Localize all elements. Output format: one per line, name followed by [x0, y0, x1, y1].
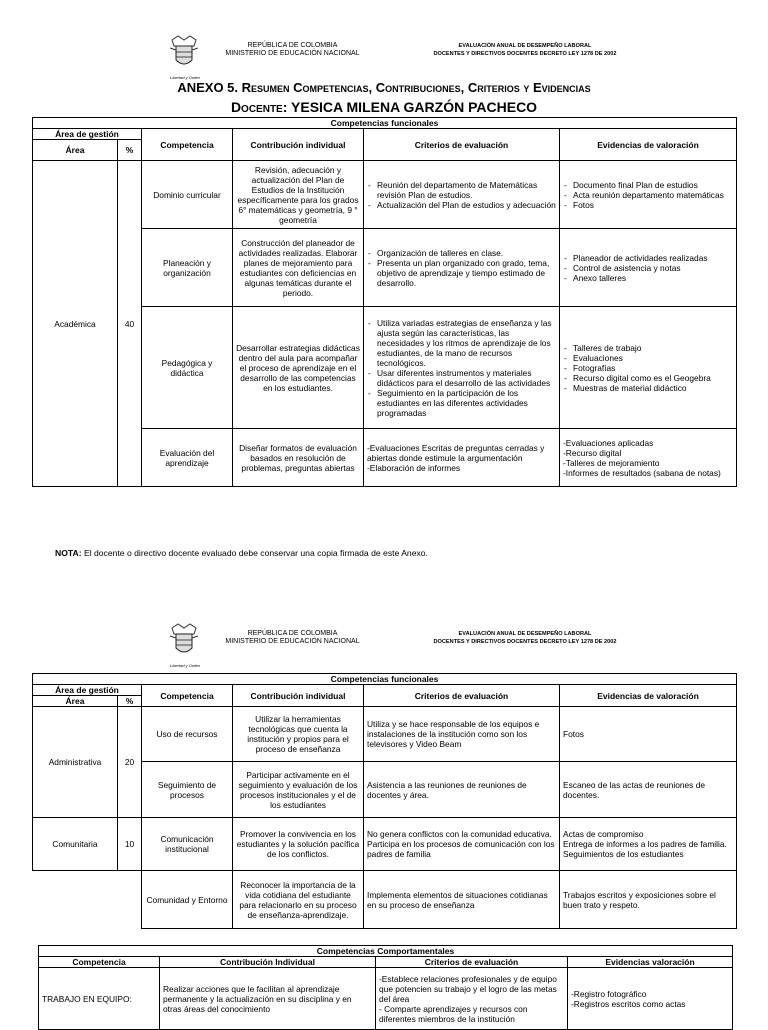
- criterios-cell: [364, 429, 560, 487]
- criterio-line: -Evaluaciones Escritas de preguntas cerradas y abiertas donde estimule la argumentación: [367, 442, 545, 463]
- area-cell: Comunitaria: [33, 818, 118, 871]
- list-item: - Utiliza variadas estrategias de enseñanza y las ajusta según las características, las necesidades y los ritmos de aprendizaje de los estudiantes, de la mano de recursos tecnológicos.: [377, 318, 556, 368]
- list-item: - Organización de talleres en clase.: [377, 248, 556, 258]
- header-pct: %: [118, 140, 142, 161]
- contribucion-cell: Realizar acciones que le facilitan al aprendizaje permanente y la actualización en su disciplina y en otras áreas del conocimiento: [160, 968, 376, 1030]
- evidencias-cell: [560, 229, 737, 307]
- competencia-cell: TRABAJO EN EQUIPO:: [39, 968, 160, 1030]
- ministry-text: MINISTERIO DE EDUCACIÓN NACIONAL: [225, 638, 360, 645]
- competencia-cell: Planeación y organización: [142, 229, 233, 307]
- annex-title: ANEXO 5. Resumen Competencias, Contribuciones, Criterios y Evidencias: [177, 80, 591, 95]
- table-row: [33, 161, 737, 229]
- header-area-gestion: Área de gestión: [33, 685, 142, 696]
- empty-cell: [118, 871, 142, 929]
- list-item: - Acta reunión departamento matemáticas: [573, 190, 733, 200]
- header-area-gestion: Área de gestión: [33, 129, 142, 140]
- list-item: - Control de asistencia y notas: [573, 263, 733, 273]
- ministry-block: [225, 630, 360, 646]
- evaluation-line-2: DOCENTES Y DIRECTIVOS DOCENTES DECRETO LEY 1278 DE 2002: [433, 639, 617, 645]
- list-item: - Planeador de actividades realizadas: [573, 253, 733, 263]
- pct-cell: 20: [118, 707, 142, 818]
- evidencias-cell: [560, 307, 737, 429]
- contribucion-cell: Diseñar formatos de evaluación basados en resolución de problemas, preguntas abiertas: [233, 429, 364, 487]
- evaluation-block: [385, 630, 665, 646]
- evidencia-line: Actas de compromiso: [563, 829, 644, 839]
- note-label: NOTA:: [55, 548, 82, 558]
- criterios-cell: [364, 307, 560, 429]
- table-row: [33, 707, 737, 762]
- list-item: - Fotografías: [573, 363, 733, 373]
- competencia-cell: Pedagógica y didáctica: [142, 307, 233, 429]
- evaluation-line-1: EVALUACIÓN ANUAL DE DESEMPEÑO LABORAL: [458, 631, 592, 637]
- criterios-cell: Asistencia a las reuniones de reuniones de docentes y área.: [364, 762, 560, 818]
- competencia-cell: Uso de recursos: [142, 707, 233, 762]
- functional-competencies-table-2: [32, 673, 737, 929]
- list-item: - Anexo talleres: [573, 273, 733, 283]
- coat-of-arms-icon: [166, 622, 202, 666]
- table-caption: Competencias funcionales: [33, 674, 737, 685]
- pct-cell: 10: [118, 818, 142, 871]
- list-item: - Muestras de material didáctico: [573, 383, 733, 393]
- evidencia-line: Entrega de informes a los padres de familia.: [563, 839, 727, 849]
- evidencia-line: -Talleres de mejoramiento: [563, 457, 660, 468]
- evidencia-line: Seguimientos de los estudiantes: [563, 849, 684, 859]
- header-criterios: Criterios de evaluación: [364, 685, 560, 707]
- evaluation-line-2: DOCENTES Y DIRECTIVOS DOCENTES DECRETO LEY 1278 DE 2002: [433, 51, 617, 57]
- table-row: [39, 968, 733, 1030]
- logo-caption: Libertad y Orden: [170, 663, 200, 668]
- evidencias-cell: [560, 161, 737, 229]
- table-caption: Competencias Comportamentales: [39, 946, 733, 957]
- note-text: El docente o directivo docente evaluado debe conservar una copia firmada de este Anexo.: [83, 548, 428, 558]
- header-competencia: Competencia: [142, 129, 233, 161]
- criterios-cell: [364, 161, 560, 229]
- evidencias-cell: [568, 968, 733, 1030]
- republic-text: REPÚBLICA DE COLOMBIA: [247, 630, 338, 637]
- coat-of-arms-icon: [166, 34, 202, 78]
- header-pct: %: [118, 696, 142, 707]
- criterio-line: -Elaboración de informes: [367, 462, 461, 473]
- list-item: - Documento final Plan de estudios: [573, 180, 733, 190]
- evidencia-line: -Registro fotográfico: [571, 988, 647, 999]
- table-caption: Competencias funcionales: [33, 118, 737, 129]
- header-contribucion: Contribución Individual: [160, 957, 376, 968]
- evidencias-cell: [560, 818, 737, 871]
- contribucion-cell: Participar activamente en el seguimiento y evaluación de los procesos institucionales y el de los estudiantes: [233, 762, 364, 818]
- competencia-cell: Seguimiento de procesos: [142, 762, 233, 818]
- page-header-1: [0, 34, 768, 84]
- evidencias-cell: [560, 429, 737, 487]
- header-evidencias: Evidencias de valoración: [560, 685, 737, 707]
- list-item: - Talleres de trabajo: [573, 343, 733, 353]
- header-contribucion: Contribución individual: [233, 685, 364, 707]
- competencia-cell: Dominio curricular: [142, 161, 233, 229]
- list-item: - Presenta un plan organizado con grado, tema, objetivo de aprendizaje y tiempo estimado de desarrollo.: [377, 258, 556, 288]
- table-row: [33, 871, 737, 929]
- contribucion-cell: Desarrollar estrategias didácticas dentro del aula para acompañar el proceso de aprendizaje en el desarrollo de las competencias en los estudiantes.: [233, 307, 364, 429]
- criterios-cell: [376, 968, 568, 1030]
- criterios-cell: Utiliza y se hace responsable de los equipos e instalaciones de la institución como son los televisores y Video Beam: [364, 707, 560, 762]
- competencia-cell: Comunidad y Entorno: [142, 871, 233, 929]
- ministry-block: [225, 42, 360, 58]
- list-item: - Fotos: [573, 200, 733, 210]
- evaluation-line-1: EVALUACIÓN ANUAL DE DESEMPEÑO LABORAL: [458, 43, 592, 49]
- evidencia-line: -Informes de resultados (sabana de notas): [563, 467, 721, 478]
- area-cell: Académica: [33, 161, 118, 487]
- area-cell: Administrativa: [33, 707, 118, 818]
- note-line: [55, 548, 428, 558]
- header-competencia: Competencia: [39, 957, 160, 968]
- contribucion-cell: Reconocer la importancia de la vida cotidiana del estudiante para relacionarlo en su proceso de enseñanza-aprendizaje.: [233, 871, 364, 929]
- list-item: - Recurso digital como es el Geogebra: [573, 373, 733, 383]
- header-competencia: Competencia: [142, 685, 233, 707]
- table-row: [33, 818, 737, 871]
- contribucion-cell: Construcción del planeador de actividades realizadas. Elaborar planes de mejoramiento para estudiantes con deficiencias en algunas temáticas durante el periodo.: [233, 229, 364, 307]
- header-evidencias: Evidencias de valoración: [560, 129, 737, 161]
- evaluation-block: [385, 42, 665, 58]
- list-item: - Evaluaciones: [573, 353, 733, 363]
- header-contribucion: Contribución individual: [233, 129, 364, 161]
- evidencia-line: -Recurso digital: [563, 447, 622, 458]
- header-area: Área: [33, 140, 118, 161]
- list-item: - Reunión del departamento de Matemáticas revisión Plan de estudios.: [377, 180, 556, 200]
- competencia-cell: Evaluación del aprendizaje: [142, 429, 233, 487]
- teacher-name: Docente: YESICA MILENA GARZÓN PACHECO: [230, 99, 538, 115]
- header-criterios: Criterios de evaluación: [364, 129, 560, 161]
- behavioral-competencies-table: [38, 945, 733, 1030]
- evidencias-cell: Fotos: [560, 707, 737, 762]
- evidencia-line: -Evaluaciones aplicadas: [563, 437, 654, 448]
- criterio-line: - Comparte aprendizajes y recursos con diferentes miembros de la institución: [379, 1003, 528, 1024]
- functional-competencies-table-1: [32, 117, 737, 487]
- list-item: - Actualización del Plan de estudios y adecuación: [377, 200, 556, 210]
- header-evidencias: Evidencias valoración: [568, 957, 733, 968]
- list-item: - Usar diferentes instrumentos y materiales didácticos para el desarrollo de las actividades: [377, 368, 556, 388]
- criterio-line: -Establece relaciones profesionales y de equipo que potencien su trabajo y el logro de las metas del área: [379, 973, 557, 1004]
- criterios-cell: Implementa elementos de situaciones cotidianas en su proceso de enseñanza: [364, 871, 560, 929]
- republic-text: REPÚBLICA DE COLOMBIA: [247, 42, 338, 49]
- page-header-2-content: [0, 622, 768, 672]
- evidencia-line: -Registros escritos como actas: [571, 998, 686, 1009]
- header-criterios: Criterios de evaluación: [376, 957, 568, 968]
- list-item: - Seguimiento en la participación de los estudiantes en las diferentes actividades programadas: [377, 388, 556, 418]
- contribucion-cell: Promover la convivencia en los estudiantes y la solución pacífica de los conflictos.: [233, 818, 364, 871]
- evidencias-cell: Trabajos escritos y exposiciones sobre el buen trato y respeto.: [560, 871, 737, 929]
- criterio-line: No genera conflictos con la comunidad educativa.: [367, 829, 552, 839]
- criterios-cell: [364, 229, 560, 307]
- competencia-cell: Comunicación institucional: [142, 818, 233, 871]
- empty-cell: [33, 871, 118, 929]
- contribucion-cell: Utilizar la herramientas tecnológicas que cuenta la institución y propios para el proceso de enseñanza: [233, 707, 364, 762]
- criterios-cell: [364, 818, 560, 871]
- logo-caption: Libertad y Orden: [170, 75, 200, 80]
- header-area: Área: [33, 696, 118, 707]
- pct-cell: 40: [118, 161, 142, 487]
- criterio-line: Participa en los procesos de comunicación con los padres de familia: [367, 839, 555, 859]
- ministry-text: MINISTERIO DE EDUCACIÓN NACIONAL: [225, 50, 360, 57]
- evidencias-cell: Escaneo de las actas de reuniones de docentes.: [560, 762, 737, 818]
- contribucion-cell: Revisión, adecuación y actualización del Plan de Estudios de la Institución específicamente para los grados 6° matemáticas y geometría, 9 ° geometría: [233, 161, 364, 229]
